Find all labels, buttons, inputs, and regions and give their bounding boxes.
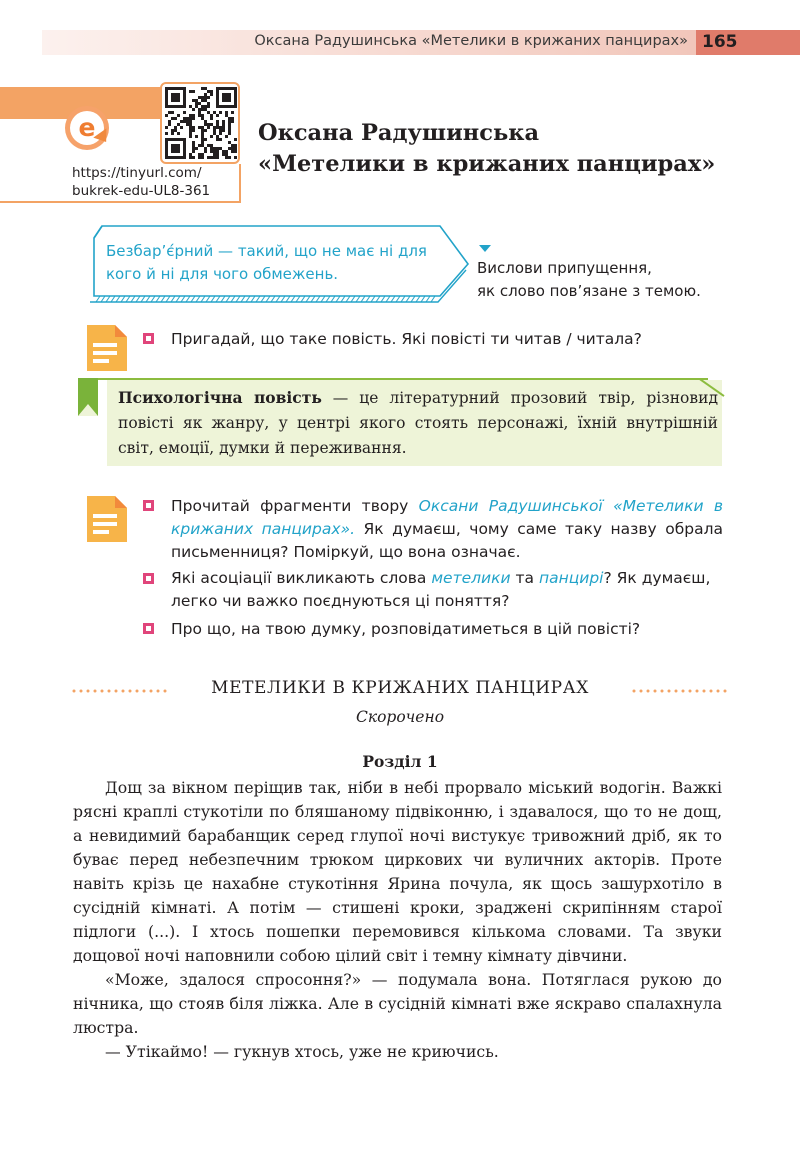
question-text: Пригадай, що таке повість. Які повісті ти читав / читала? [171, 330, 642, 348]
notes-icon [87, 325, 127, 371]
bookmark-notch [78, 404, 98, 416]
task-highlight: панцирі [538, 569, 604, 587]
abridged-note: Скорочено [355, 708, 445, 726]
task-text: Про що, на твою думку, розповідатиметься в цій повісті? [171, 620, 641, 638]
task-text [171, 495, 723, 564]
page-title [258, 118, 715, 180]
paragraph: Дощ за вікном періщив так, ніби в небі прорвало міський водогін. Важкі рясні краплі стукотіли по бляшаному підвіконню, і здавалося, що то не дощ, а невидимий барабанщик серед глупої ночі вистукує тривожний дріб, як то буває перед небезпечним трюком циркових чи вуличних акторів. Проте навіть крізь це нахабне стукотіння Ярина почула, як щось зашурхотіло в сусідній кімнаті. А потім — стишені кроки, зраджені скрипінням старої підлоги (...). І хтось пошепки перемовився кількома словами. Та звуки дощової ночі наповнили собою цілий світ і темну кімнату дівчини. [73, 778, 722, 965]
resource-link[interactable] [72, 164, 210, 200]
task-part: та [510, 569, 539, 587]
task-part: ? Як думаєш, легко чи важко поєднуються ці поняття? [171, 569, 711, 610]
task-text [171, 567, 723, 613]
qr-code-icon [165, 87, 237, 159]
divider [239, 164, 241, 202]
story-text [73, 776, 722, 1064]
task-highlight: метелики [431, 569, 511, 587]
bullet-icon [143, 623, 154, 634]
paragraph: «Може, здалося спросоння?» — подумала вона. Потяглася рукою до нічника, що стояв біля ліжка. Але в сусідній кімнаті вже яскраво спалахнула люстра. [73, 970, 722, 1037]
link-line-2[interactable]: bukrek-edu-UL8-361 [72, 183, 211, 199]
triangle-marker-icon [479, 245, 491, 252]
prompt-line: як слово пов’язане з темою. [477, 282, 701, 300]
running-title: Оксана Радушинська «Метелики в крижаних панцирах» [254, 33, 688, 49]
e-resource-icon: e [65, 106, 109, 150]
definition-text [118, 385, 718, 461]
page-number: 165 [702, 32, 738, 52]
task-part: Прочитай фрагменти твору [171, 497, 419, 515]
task-part: Які асоціації викликають слова [171, 569, 432, 587]
bullet-icon [143, 500, 154, 511]
link-line-1[interactable]: https://tinyurl.com/ [72, 165, 202, 181]
paragraph: — Утікаймо! — гукнув хтось, уже не криючись. [105, 1042, 499, 1061]
divider [78, 378, 708, 380]
divider [0, 201, 241, 203]
definition-body: — це літературний прозовий твір, різновид повісті як жанру, у центрі якого стоять персонажі, їхній внутрішній світ, емоції, думки й переживання. [118, 389, 718, 457]
bullet-icon [143, 573, 154, 584]
author-name: Оксана Радушинська [258, 120, 540, 146]
page-number-tab [696, 30, 800, 55]
dotted-rule [632, 689, 727, 693]
bullet-icon [143, 333, 154, 344]
vocabulary-definition: Безбар’є́рний — такий, що не має ні для кого й ні для чого обмежень. [106, 242, 427, 283]
vocabulary-prompt [477, 257, 701, 303]
notes-icon [87, 496, 127, 542]
definition-term: Психологічна повість [118, 388, 322, 407]
task-highlight: Оксани Радушинської «Метелики в крижаних панцирах». [171, 497, 723, 538]
task-part: Як думаєш, чому саме таку назву обрала письменниця? Поміркуй, що вона означає. [171, 520, 724, 561]
work-title: «Метелики в крижаних панцирах» [258, 151, 716, 177]
chapter-heading: Розділ 1 [362, 752, 438, 771]
section-title: МЕТЕЛИКИ В КРИЖАНИХ ПАНЦИРАХ [211, 678, 589, 698]
prompt-line: Вислови припущення, [477, 259, 652, 277]
qr-code[interactable] [160, 82, 240, 164]
running-header [42, 30, 800, 55]
